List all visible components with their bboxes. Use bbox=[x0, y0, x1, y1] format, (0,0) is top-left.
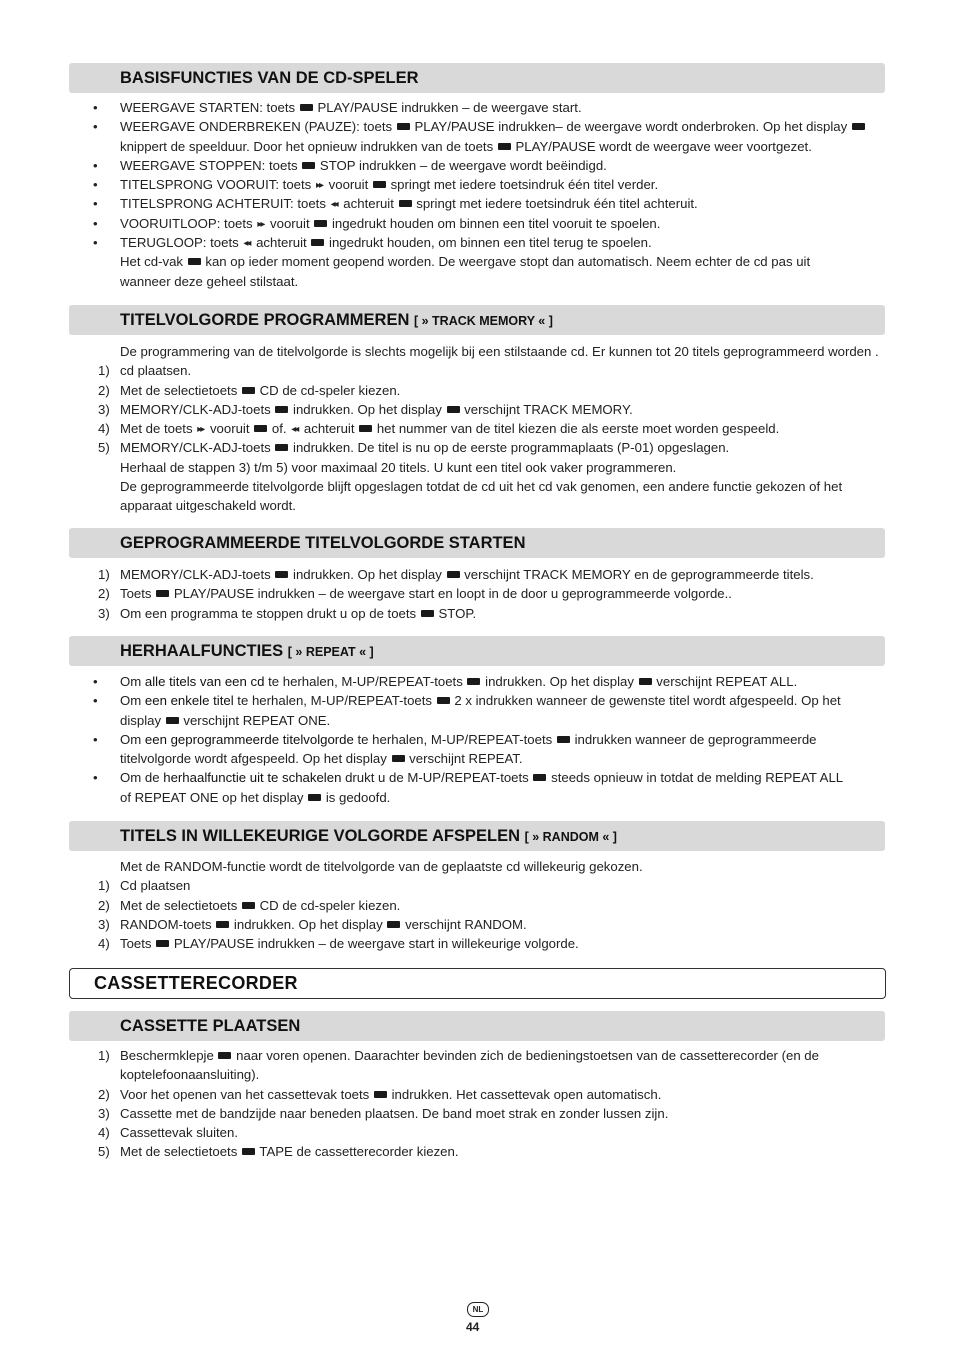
text-run: indrukken. Op het display bbox=[289, 401, 446, 417]
text-run: te herhalen, M-UP/REPEAT-toets bbox=[353, 731, 556, 747]
text-run: Met de selectietoets bbox=[120, 382, 241, 398]
section-title: HERHAALFUNCTIES bbox=[120, 642, 284, 660]
list-item-text bbox=[120, 1123, 238, 1142]
section-title: CASSETTE PLAATSEN bbox=[120, 1017, 301, 1035]
list-item bbox=[0, 876, 954, 895]
text-run: verschijnt TRACK MEMORY en de geprogrammeerde titels. bbox=[460, 567, 814, 582]
list-item-text bbox=[120, 419, 779, 439]
list-item-text bbox=[120, 857, 643, 876]
list-marker: 1) bbox=[98, 878, 110, 894]
list-item-text bbox=[120, 876, 190, 895]
list-item-text bbox=[120, 896, 400, 915]
key-number-icon bbox=[302, 162, 315, 169]
text-run: Cassette met de bandzijde naar beneden plaatsen. De band moet strak en zonder lussen zijn. bbox=[120, 1105, 669, 1121]
page-number: 44 bbox=[466, 1320, 480, 1334]
text-run: Het cd-vak bbox=[120, 254, 187, 270]
text-run: MEMORY/CLK-ADJ-toets bbox=[120, 440, 275, 456]
key-number-icon bbox=[373, 181, 386, 188]
text-run: WEERGAVE STARTEN: bbox=[120, 100, 263, 115]
list-marker: 4) bbox=[98, 936, 110, 952]
text-run: Cassettevak sluiten. bbox=[120, 1125, 239, 1141]
text-run: indrukken. Het cassettevak open automatisch. bbox=[387, 1086, 662, 1102]
key-number-icon bbox=[188, 258, 201, 265]
text-run: PLAY/PAUSE wordt de weergave weer voortgezet. bbox=[511, 138, 812, 154]
list-marker: 1) bbox=[98, 1048, 110, 1063]
section-header-programma-starten bbox=[69, 528, 885, 558]
text-run: indrukken. Op het display bbox=[230, 916, 387, 932]
list-item bbox=[0, 565, 954, 584]
skip-back-icon: ◂◂ bbox=[243, 238, 250, 250]
text-run: vooruit bbox=[266, 215, 314, 231]
section-header-basisfuncties bbox=[69, 63, 885, 93]
text-run: toets bbox=[262, 100, 299, 115]
text-run: achteruit bbox=[252, 235, 311, 251]
text-run: koptelefoonaansluiting). bbox=[120, 1067, 260, 1083]
key-number-icon bbox=[156, 590, 169, 597]
list-item bbox=[0, 672, 954, 691]
text-run: vooruit bbox=[324, 177, 372, 193]
list-marker: 2) bbox=[98, 586, 110, 602]
text-run: toets bbox=[206, 235, 243, 251]
list-item bbox=[0, 691, 954, 710]
list-item bbox=[0, 458, 954, 477]
key-number-icon bbox=[498, 143, 511, 150]
text-run: cd plaatsen. bbox=[120, 363, 192, 379]
text-run: te herhalen, M-UP/REPEAT-toets bbox=[233, 693, 436, 709]
basis-content bbox=[0, 98, 954, 291]
list-item bbox=[0, 117, 954, 136]
key-number-icon bbox=[314, 220, 327, 227]
key-number-icon bbox=[392, 755, 405, 762]
list-marker: 3) bbox=[98, 1105, 110, 1121]
text-run: toets bbox=[265, 157, 302, 173]
list-item bbox=[0, 175, 954, 194]
list-item bbox=[0, 768, 954, 787]
text-run: Om bbox=[120, 693, 145, 709]
text-run: Herhaal de stappen 3) t/m 5) voor maximaal 20 titels. U kunt een titel ook vaker programmeren. bbox=[120, 459, 677, 475]
main-heading-title: CASSETTERECORDER bbox=[94, 973, 298, 993]
key-number-icon bbox=[852, 123, 865, 130]
list-item-text bbox=[120, 175, 658, 195]
skip-back-icon: ◂◂ bbox=[291, 424, 298, 436]
list-marker: • bbox=[93, 693, 98, 709]
text-run: TITELSPRONG VOORUIT bbox=[120, 177, 276, 193]
text-run: of REPEAT ONE op het display bbox=[120, 789, 308, 805]
text-run: MEMORY/CLK-ADJ-toets bbox=[120, 401, 275, 417]
text-run: knippert de speelduur. Door het opnieuw indrukken van de toets bbox=[120, 138, 497, 154]
list-item-text bbox=[120, 156, 607, 175]
list-item bbox=[0, 1142, 954, 1161]
text-run: CD de cd-speler kiezen. bbox=[255, 897, 401, 913]
list-item bbox=[0, 584, 954, 603]
text-run: WEERGAVE STOPPEN: bbox=[120, 157, 266, 173]
text-run: TITELSPRONG ACHTERUIT: bbox=[120, 196, 294, 212]
list-item-text bbox=[120, 400, 633, 419]
list-item-text bbox=[120, 565, 814, 584]
text-run: TAPE de cassetterecorder kiezen. bbox=[255, 1144, 459, 1160]
text-run: display bbox=[120, 712, 165, 728]
key-number-icon bbox=[437, 697, 450, 704]
list-item-text bbox=[120, 381, 400, 400]
list-marker: 3) bbox=[98, 605, 110, 621]
emphasis-text: herhaalfunctie uit te schakelen bbox=[163, 770, 342, 786]
list-item bbox=[0, 857, 954, 876]
list-marker: 1) bbox=[98, 363, 110, 379]
text-run: Met de selectietoets bbox=[120, 1144, 241, 1160]
key-number-icon bbox=[218, 1052, 231, 1059]
text-run: PLAY/PAUSE indrukken – de weergave start in willekeurige volgorde. bbox=[170, 936, 579, 952]
key-number-icon bbox=[156, 940, 169, 947]
list-item bbox=[0, 896, 954, 915]
list-item-text bbox=[120, 691, 841, 710]
key-number-icon bbox=[421, 610, 434, 617]
text-run: WEERGAVE ONDERBREKEN (PAUZE): bbox=[120, 119, 360, 135]
section-header-herhaalfuncties bbox=[69, 636, 885, 666]
list-item-text bbox=[120, 711, 330, 730]
text-run: MEMORY/CLK-ADJ-toets bbox=[120, 567, 275, 582]
text-run: ingedrukt houden om binnen een titel vooruit te spoelen. bbox=[328, 215, 661, 231]
key-number-icon bbox=[275, 406, 288, 413]
text-run: CD de cd-speler kiezen. bbox=[255, 382, 401, 398]
text-run: wanneer deze geheel stilstaat. bbox=[120, 273, 299, 289]
list-item-text bbox=[120, 1085, 661, 1104]
list-item bbox=[0, 749, 954, 768]
emphasis-text: alle titels van een cd bbox=[144, 674, 265, 689]
list-item bbox=[0, 730, 954, 749]
key-number-icon bbox=[467, 678, 480, 685]
list-item-text bbox=[120, 98, 582, 117]
list-item bbox=[0, 194, 954, 213]
start-content bbox=[0, 565, 954, 623]
key-number-icon bbox=[254, 425, 267, 432]
list-item-text bbox=[120, 915, 527, 934]
text-run: toets bbox=[359, 119, 396, 135]
text-run: of. bbox=[268, 421, 291, 437]
list-item-text bbox=[120, 1142, 459, 1161]
text-run: Met de RANDOM-functie wordt de titelvolgorde van de geplaatste cd willekeurig gekozen. bbox=[120, 859, 643, 874]
key-number-icon bbox=[399, 200, 412, 207]
key-number-icon bbox=[275, 571, 288, 578]
list-item-text bbox=[120, 458, 676, 477]
text-run: PLAY/PAUSE indrukken– de weergave wordt onderbroken. Op het display bbox=[410, 119, 851, 135]
text-run: De geprogrammeerde titelvolgorde blijft opgeslagen totdat de cd uit het cd vak genomen, een andere functie gekozen of het bbox=[120, 479, 843, 495]
text-run: : toets bbox=[275, 177, 315, 193]
list-item-text bbox=[120, 342, 879, 361]
list-item-text bbox=[120, 584, 732, 603]
list-item-text bbox=[120, 749, 523, 768]
key-number-icon bbox=[447, 571, 460, 578]
text-run: verschijnt REPEAT. bbox=[405, 751, 523, 767]
text-run: te herhalen, M-UP/REPEAT-toets bbox=[264, 674, 467, 689]
text-run: Toets bbox=[120, 586, 156, 602]
list-marker: 3) bbox=[98, 916, 110, 932]
list-item bbox=[0, 98, 954, 117]
list-item-text bbox=[120, 137, 812, 156]
text-run: Voor het openen van het cassettevak toets bbox=[120, 1086, 373, 1102]
list-item-text bbox=[120, 438, 729, 457]
key-number-icon bbox=[308, 794, 321, 801]
key-number-icon bbox=[397, 123, 410, 130]
text-run: springt met iedere toetsindruk één titel achteruit. bbox=[412, 196, 698, 212]
key-number-icon bbox=[166, 717, 179, 724]
text-run: ingedrukt houden, om binnen een titel terug te spoelen. bbox=[325, 235, 652, 251]
bullet-marker: • bbox=[93, 235, 98, 251]
skip-forward-icon: ▸▸ bbox=[315, 180, 322, 192]
text-run: steeds opnieuw in totdat de melding REPEAT ALL bbox=[547, 770, 844, 786]
text-run: achteruit bbox=[339, 196, 398, 212]
text-run: Met de toets bbox=[120, 421, 197, 437]
list-item bbox=[0, 381, 954, 400]
text-run: Om de bbox=[120, 770, 164, 786]
list-item bbox=[0, 1104, 954, 1123]
text-run: verschijnt REPEAT ALL. bbox=[652, 674, 798, 689]
text-run: titelvolgorde wordt afgespeeld. Op het display bbox=[120, 751, 391, 767]
text-run: indrukken. Op het display bbox=[481, 674, 638, 689]
key-number-icon bbox=[242, 902, 255, 909]
list-item-text bbox=[120, 1065, 259, 1084]
text-run: TERUGLOOP: bbox=[120, 235, 207, 251]
list-item-text bbox=[120, 934, 579, 953]
bullet-marker: • bbox=[93, 100, 98, 115]
key-number-icon bbox=[447, 406, 460, 413]
text-run: STOP. bbox=[434, 605, 477, 621]
list-item bbox=[0, 272, 954, 291]
section-title: TITELS IN WILLEKEURIGE VOLGORDE AFSPELEN bbox=[120, 827, 520, 845]
list-item bbox=[0, 342, 954, 361]
list-marker: 2) bbox=[98, 1086, 110, 1102]
list-item-text bbox=[120, 252, 810, 271]
text-run: indrukken. Op het display bbox=[289, 567, 446, 582]
list-item-text bbox=[120, 1046, 819, 1065]
list-marker: 4) bbox=[98, 421, 110, 437]
bullet-marker: • bbox=[93, 157, 98, 173]
text-run: achteruit bbox=[300, 421, 359, 437]
text-run: PLAY/PAUSE indrukken – de weergave start en loopt in de door u geprogrammeerde volgorde.. bbox=[170, 586, 732, 602]
list-marker: • bbox=[93, 731, 98, 747]
key-number-icon bbox=[374, 1091, 387, 1098]
text-run: Beschermklepje bbox=[120, 1048, 218, 1063]
text-run: RANDOM-toets bbox=[120, 916, 216, 932]
herhaal-content bbox=[0, 672, 954, 807]
text-run: drukt u de M-UP/REPEAT-toets bbox=[341, 770, 533, 786]
text-run: verschijnt RANDOM. bbox=[401, 916, 527, 932]
list-item bbox=[0, 400, 954, 419]
bullet-marker: • bbox=[93, 119, 98, 135]
text-run: Om bbox=[120, 731, 145, 747]
random-content bbox=[0, 857, 954, 953]
section-subtitle: [ » RANDOM « ] bbox=[524, 830, 617, 844]
text-run: kan op ieder moment geopend worden. De weergave stopt dan automatisch. Neem echter de cd pas uit bbox=[201, 254, 811, 270]
list-marker: 2) bbox=[98, 382, 110, 398]
list-item-text bbox=[120, 604, 476, 623]
list-item-text bbox=[120, 117, 866, 136]
list-item-text bbox=[120, 194, 698, 214]
list-item-text bbox=[120, 272, 298, 291]
bullet-marker: • bbox=[93, 215, 98, 231]
section-header-cassette-plaatsen bbox=[69, 1011, 885, 1041]
emphasis-text: een geprogrammeerde titelvolgorde bbox=[144, 731, 354, 747]
text-run: naar voren openen. Daarachter bevinden zich de bedieningstoetsen van de cassetterecorder (en de bbox=[232, 1048, 819, 1063]
text-run: Om bbox=[120, 674, 145, 689]
list-item-text bbox=[120, 496, 296, 515]
list-item-text bbox=[120, 1104, 668, 1123]
key-number-icon bbox=[557, 736, 570, 743]
list-marker: 1) bbox=[98, 567, 110, 582]
list-item bbox=[0, 252, 954, 271]
skip-forward-icon: ▸▸ bbox=[197, 424, 204, 436]
section-header-titelvolgorde-programmeren bbox=[69, 305, 885, 335]
list-marker: 5) bbox=[98, 440, 110, 456]
list-marker: • bbox=[93, 674, 98, 689]
section-subtitle: [ » TRACK MEMORY « ] bbox=[413, 314, 553, 328]
text-run: Met de selectietoets bbox=[120, 897, 241, 913]
text-run: apparaat uitgeschakeld wordt. bbox=[120, 498, 296, 514]
text-run: verschijnt TRACK MEMORY. bbox=[460, 401, 633, 417]
list-item bbox=[0, 361, 954, 380]
text-run: De programmering van de titelvolgorde is slechts mogelijk bij een stilstaande cd. Er kunnen tot 20 titels geprogrammeerd worden . bbox=[120, 344, 879, 359]
list-item bbox=[0, 1085, 954, 1104]
section-subtitle: [ » REPEAT « ] bbox=[287, 645, 374, 659]
list-item-text bbox=[120, 477, 842, 496]
text-run: Toets bbox=[120, 936, 156, 952]
skip-back-icon: ◂◂ bbox=[330, 199, 337, 211]
text-run: indrukken. De titel is nu op de eerste programmaplaats (P-01) opgeslagen. bbox=[289, 440, 730, 456]
key-number-icon bbox=[242, 387, 255, 394]
text-run: STOP indrukken – de weergave wordt beëindigd. bbox=[316, 157, 607, 173]
list-item bbox=[0, 233, 954, 252]
text-run: VOORUITLOOP: bbox=[120, 215, 221, 231]
text-run: Cd plaatsen bbox=[120, 878, 191, 894]
section-header-random bbox=[69, 821, 885, 851]
list-item-text bbox=[120, 233, 652, 253]
list-marker: 3) bbox=[98, 401, 110, 417]
key-number-icon bbox=[311, 239, 324, 246]
prog-content bbox=[0, 342, 954, 516]
list-item bbox=[0, 711, 954, 730]
list-marker: 5) bbox=[98, 1144, 110, 1160]
key-number-icon bbox=[242, 1148, 255, 1155]
text-run: springt met iedere toetsindruk één titel verder. bbox=[386, 177, 659, 193]
key-number-icon bbox=[387, 921, 400, 928]
list-item-text bbox=[120, 788, 390, 807]
language-badge: NL bbox=[467, 1302, 489, 1317]
text-run: is gedoofd. bbox=[322, 789, 391, 805]
list-marker: 2) bbox=[98, 897, 110, 913]
text-run: toets bbox=[220, 215, 257, 231]
list-item bbox=[0, 788, 954, 807]
list-item bbox=[0, 477, 954, 496]
list-item bbox=[0, 1046, 954, 1065]
list-item bbox=[0, 156, 954, 175]
list-item-text bbox=[120, 730, 817, 749]
key-number-icon bbox=[533, 774, 546, 781]
skip-forward-icon: ▸▸ bbox=[257, 218, 264, 230]
bullet-marker: • bbox=[93, 196, 98, 212]
key-number-icon bbox=[639, 678, 652, 685]
list-item-text bbox=[120, 214, 660, 234]
list-item bbox=[0, 1065, 954, 1084]
text-run: toets bbox=[293, 196, 330, 212]
section-title: TITELVOLGORDE PROGRAMMEREN bbox=[120, 311, 410, 329]
list-item bbox=[0, 419, 954, 438]
text-run: het nummer van de titel kiezen die als eerste moet worden gespeeld. bbox=[373, 421, 780, 437]
list-item-text bbox=[120, 361, 191, 380]
key-number-icon bbox=[216, 921, 229, 928]
key-number-icon bbox=[300, 104, 313, 111]
text-run: verschijnt REPEAT ONE. bbox=[179, 712, 331, 728]
key-number-icon bbox=[359, 425, 372, 432]
list-marker: 4) bbox=[98, 1125, 110, 1141]
list-item bbox=[0, 1123, 954, 1142]
section-title: BASISFUNCTIES VAN DE CD-SPELER bbox=[120, 69, 419, 87]
text-run: Om een programma te stoppen drukt u op de toets bbox=[120, 605, 420, 621]
list-item bbox=[0, 604, 954, 623]
list-item-text bbox=[120, 672, 797, 691]
main-heading-cassetterecorder bbox=[69, 968, 886, 999]
list-marker: • bbox=[93, 770, 98, 786]
key-number-icon bbox=[275, 444, 288, 451]
list-item bbox=[0, 915, 954, 934]
text-run: PLAY/PAUSE indrukken – de weergave start. bbox=[313, 100, 582, 115]
list-item bbox=[0, 438, 954, 457]
section-title: GEPROGRAMMEERDE TITELVOLGORDE STARTEN bbox=[120, 534, 526, 552]
bullet-marker: • bbox=[93, 177, 98, 193]
list-item bbox=[0, 934, 954, 953]
text-run: 2 x indrukken wanneer de gewenste titel wordt afgespeeld. Op het bbox=[450, 693, 841, 709]
list-item bbox=[0, 137, 954, 156]
list-item-text bbox=[120, 768, 843, 787]
text-run: indrukken wanneer de geprogrammeerde bbox=[570, 731, 817, 747]
list-item bbox=[0, 496, 954, 515]
cassette-content bbox=[0, 1046, 954, 1162]
text-run: vooruit bbox=[206, 421, 254, 437]
list-item bbox=[0, 214, 954, 233]
emphasis-text: een enkele titel bbox=[144, 693, 234, 709]
